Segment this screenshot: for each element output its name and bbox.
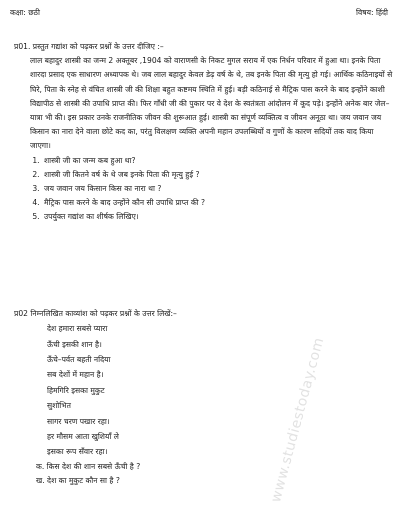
poem-line: ऊँचे–पर्वत बहती नदिया: [47, 354, 111, 364]
list-item: 3. जय जवान जय किसान किस का नारा था ?: [42, 182, 400, 196]
poem-line: इसका रूप सँवार रहा।: [47, 447, 108, 457]
question-2-title: प्र02 निम्नलिखित काव्यांश को पढ़कर प्रश्नों के उत्तर लिखें:–: [14, 309, 177, 318]
question-2: [14, 307, 400, 488]
list-item: 4. मैट्रिक पास करने के बाद उन्होंने कौन सी उपाधि प्राप्त की ?: [42, 196, 400, 210]
question-1: [14, 40, 400, 225]
passage: लाल बहादुर शास्त्री का जन्म 2 अक्तूबर ,1904 को वाराणसी के निकट मुगल सराय में एक निर्धन परिवार में हुआ था। इनके पिता शारदा प्रसाद एक साधारण अध्यापक थे। जब लाल बहादुर केवल डेढ़ वर्ष के थे, तब इनके पिता की मृत्यु हो गई। आर्थिक कठिनाइयों से घिरे, पिता के स्नेह से वंचित शास्त्री जी की शिक्षा बहुत कष्टमय स्थिति में हुई। बड़ी कठिनाई से मैट्रिक पास करने के बाद इन्होंने काशी विद्यापीठ से शास्त्री की उपाधि प्राप्त की। फिर गाँधी जी की पुकार पर वे देश के स्वतंत्रता आंदोलन में कूद पड़े। इन्होंने अनेक बार जेल–यात्रा भी की। इस प्रकार उनके राजनीतिक जीवन की शुरूआत हुई। शास्त्री का संपूर्ण व्यक्तित्व व जीवन अनूठा था। जय जवान जय किसान का नारा देने वाला छोटे कद का, परंतु विलक्षण व्यक्ति अपनी महान उपलब्धियों व गुणों के कारण सदियों तक याद किया जाएगा।: [30, 56, 393, 151]
sub-question: क. किस देश की शान सबसे ऊँची है ?: [36, 461, 141, 471]
class-label: कक्षा: छठी: [10, 8, 40, 17]
poem-line: सब देशों में महान है।: [47, 370, 104, 380]
watermark: www.studiestoday.com: [268, 335, 328, 505]
poem: [14, 321, 400, 460]
list-item: 2. शास्त्री जी कितने वर्ष के थे जब इनके पिता की मृत्यु हुई ?: [42, 168, 400, 182]
list-item: 5. उपर्युक्त गद्यांश का शीर्षक लिखिए।: [42, 210, 400, 224]
poem-line: सुशोभित: [47, 401, 71, 411]
poem-line: देश हमारा सबसे प्यारा: [47, 324, 108, 334]
poem-line: सागर चरण पखार रहा।: [47, 416, 110, 426]
poem-line: हर मौसम आता खुशियाँ ले: [47, 431, 119, 441]
question-2-subquestions: [14, 460, 400, 488]
sub-question: ख. देश का मुकुट कौन सा है ?: [36, 475, 120, 485]
poem-line: हिमगिरि इसका मुकुट: [47, 385, 105, 395]
list-item: 1. शास्त्री जी का जन्म कब हुआ था?: [42, 154, 400, 168]
poem-line: ऊँची इसकी शान है।: [47, 339, 102, 349]
question-1-list: [14, 154, 400, 225]
subject-label: विषय: हिंदी: [356, 8, 388, 17]
question-1-title: प्र01. प्रस्तुत गद्यांश को पढ़कर प्रश्नों के उत्तर दीजिए :–: [14, 42, 164, 51]
